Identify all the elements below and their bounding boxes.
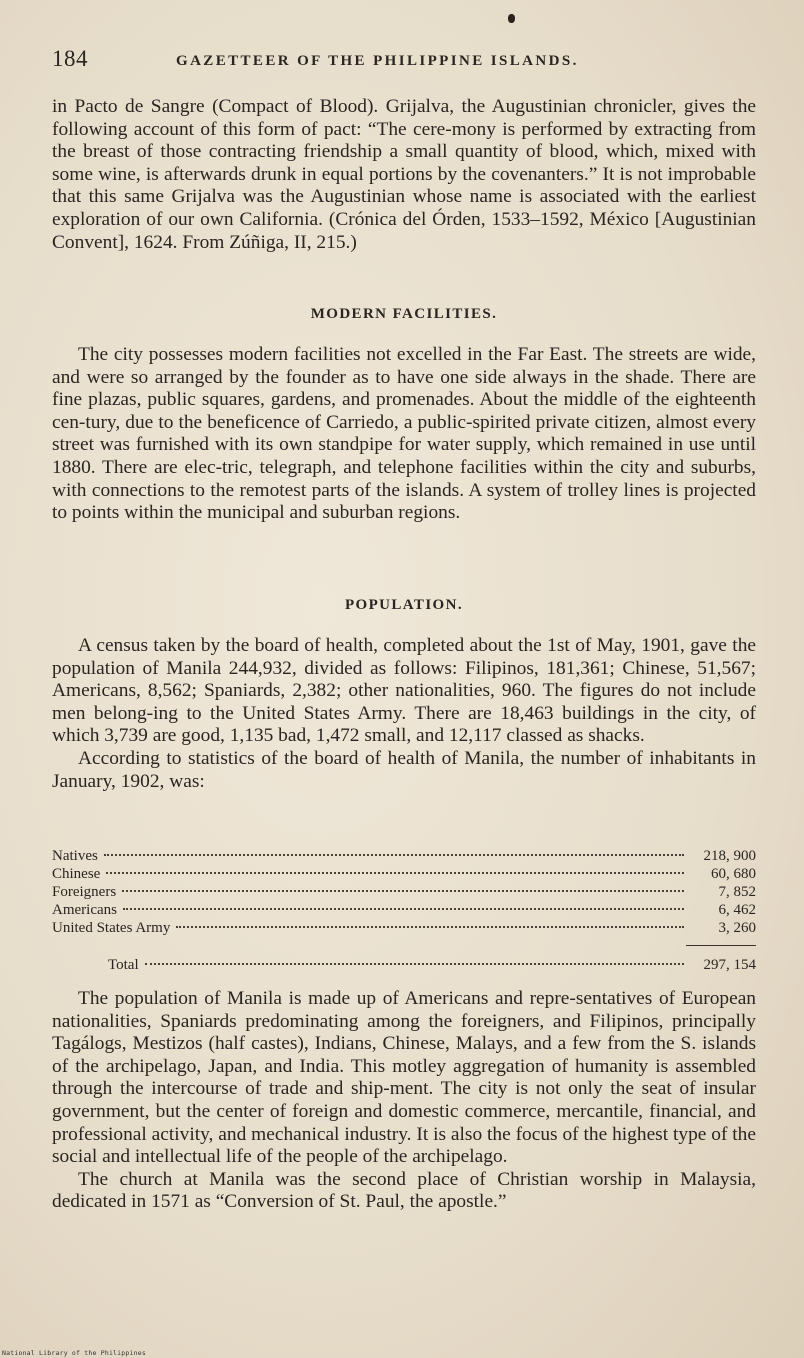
row-value: 7, 852 (718, 884, 756, 900)
total-value: 297, 154 (703, 957, 756, 973)
opening-paragraph-block (52, 96, 756, 254)
heading-population: POPULATION. (344, 597, 464, 613)
row-label: United States Army (52, 920, 171, 936)
dot-leader (104, 854, 684, 856)
row-label: Foreigners (52, 884, 117, 900)
dot-leader (123, 908, 684, 910)
heading-modern-facilities: MODERN FACILITIES. (310, 306, 498, 322)
table-row (52, 902, 756, 920)
page-number: 184 (52, 46, 88, 71)
facilities-paragraph: The city possesses modern facilities not excelled in the Far East. The streets are wide, and were so arranged by the founder as to have one side always in the shade. There are fine plazas, public squares, gardens, and promenades. About the middle of the eighteenth cen-tury, due to the beneficence of Carriedo, a public-spirited private citizen, almost every street was furnished with its own standpipe for water supply, which remained in use until 1880. There are elec-tric, telegraph, and telephone facilities within the city and suburbs, with connections to the remotest parts of the islands. A system of trolley lines is projected to points within the municipal and suburban regions. (52, 344, 756, 524)
row-label: Americans (52, 902, 117, 918)
footer-credit: National Library of the Philippines (2, 1349, 146, 1357)
dot-leader (176, 926, 684, 928)
population-paragraph-4: The church at Manila was the second place of Christian worship in Malaysia, dedicated in 1571 as “Conversion of St. Paul, the apostle.” (52, 1168, 756, 1213)
row-value: 3, 260 (718, 920, 756, 936)
population-total (52, 957, 756, 975)
table-row (52, 866, 756, 884)
dot-leader (122, 890, 684, 892)
row-label: Chinese (52, 866, 101, 882)
population-paragraph-2: According to statistics of the board of health of Manila, the number of inhabitants in January, 1902, was: (52, 747, 756, 792)
population-paragraph-1: A census taken by the board of health, completed about the 1st of May, 1901, gave the population of Manila 244,932, divided as follows: Filipinos, 181,361; Chinese, 51,567; Americans, 8,562; Spaniards, 2,382; other nationalities, 960. The figures do not include men belong-ing to the United States Army. There are 18,463 buildings in the city, of which 3,739 are good, 1,135 bad, 1,472 small, and 12,117 classed as shacks. (52, 635, 756, 747)
opening-paragraph: in Pacto de Sangre (Compact of Blood). Grijalva, the Augustinian chronicler, gives the following account of this form of pact: “The cere-mony is performed by extracting from the breast of those contracting friendship a small quantity of blood, which, mixed with some wine, is afterwards drunk in equal portions by the covenanters.” It is not improbable that this same Grijalva was the Augustinian whose name is associated with the earliest exploration of our own California. (Crónica del Órden, 1533–1592, México [Augustinian Convent], 1624. From Zúñiga, II, 215.) (52, 96, 756, 253)
population-block-1 (52, 635, 756, 793)
population-block-2 (52, 988, 756, 1214)
ink-blot (508, 14, 515, 23)
row-value: 6, 462 (718, 902, 756, 918)
row-value: 218, 900 (703, 848, 756, 864)
running-title: GAZETTEER OF THE PHILIPPINE ISLANDS. (176, 53, 579, 69)
table-row (52, 920, 756, 938)
table-row (52, 884, 756, 902)
row-label: Natives (52, 848, 98, 864)
dot-leader (145, 963, 684, 965)
population-paragraph-3: The population of Manila is made up of Americans and repre-sentatives of European nationalities, Spaniards predominating among the foreigners, and Filipinos, principally Tagálogs, Mestizos (half castes), Indians, Chinese, Malays, and a few from the S. islands of the archipelago, Japan, and India. This motley aggregation of humanity is assembled through the intercourse of trade and ship-ment. The city is not only the seat of insular government, but the center of foreign and domestic commerce, mercantile, financial, and professional activity, and mechanical industry. It is also the focus of the highest type of the social and intellectual life of the people of the archipelago. (52, 988, 756, 1168)
dot-leader (106, 872, 684, 874)
table-row (52, 848, 756, 866)
total-rule (686, 945, 756, 946)
row-value: 60, 680 (711, 866, 756, 882)
total-label: Total (108, 957, 139, 973)
total-row (52, 957, 756, 975)
facilities-block (52, 344, 756, 525)
page-header (52, 46, 760, 76)
population-table (52, 848, 756, 938)
